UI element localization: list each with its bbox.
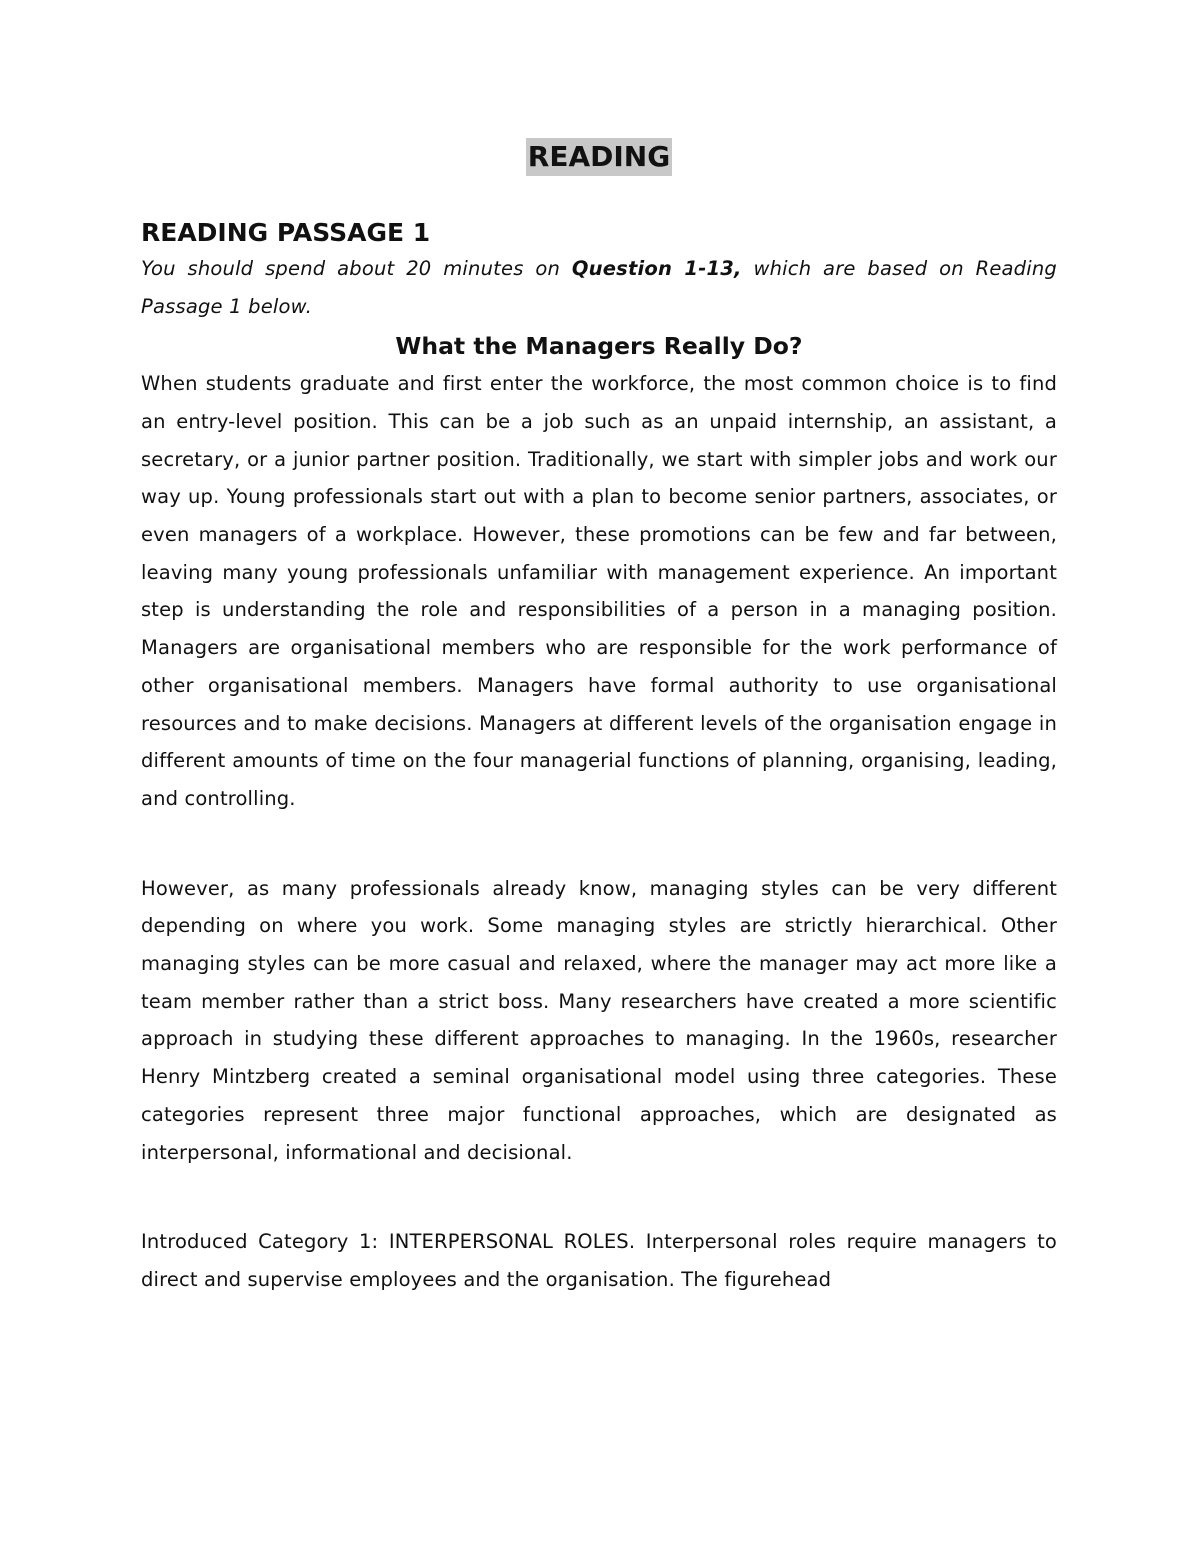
paragraph-2: However, as many professionals already know, managing styles can be very different depending on where you work. Some managing styles are strictly hierarchical. Other managing styles can be more casual and relaxed, where the manager may act more like a team member rather than a strict boss. Many researchers have created a more scientific approach in studying these different approaches to managing. In the 1960s, researcher Henry Mintzberg created a seminal organisational model using three categories. These categories represent three major functional approaches, which are designated as interpersonal, informational and decisional. — [141, 876, 1057, 1164]
instruction-after: which are based on Reading Passage 1 below. — [141, 257, 1058, 318]
paragraph-3: Introduced Category 1: INTERPERSONAL ROLES. Interpersonal roles require managers to direct and supervise employees and the organisation. The figurehead — [141, 1230, 1057, 1291]
paragraph-spacer — [141, 1171, 1057, 1223]
document-page — [141, 138, 1057, 1299]
instruction-before: You should spend about 20 minutes on — [141, 257, 572, 280]
paragraph-1: When students graduate and first enter the workforce, the most common choice is to find an entry-level position. This can be a job such as an unpaid internship, an assistant, a secretary, or a junior partner position. Traditionally, we start with simpler jobs and work our way up. Young professionals start out with a plan to become senior partners, associates, or even managers of a workplace. However, these promotions can be few and far between, leaving many young professionals unfamiliar with management experience. An important step is understanding the role and responsibilities of a person in a managing position. Managers are organisational members who are responsible for the work performance of other organisational members. Managers have formal authority to use organisational resources and to make decisions. Managers at different levels of the organisation engage in different amounts of time on the four managerial functions of planning, organising, leading, and controlling. — [141, 372, 1057, 810]
heading-wrapper — [141, 138, 1057, 176]
instruction-question-range: Question 1-13, — [571, 257, 742, 280]
section-heading: READING PASSAGE 1 — [141, 218, 431, 247]
passage-title: What the Managers Really Do? — [395, 332, 803, 361]
paragraph-spacer — [141, 818, 1057, 870]
page-heading: READING — [526, 138, 672, 176]
instruction-text — [141, 250, 1057, 325]
